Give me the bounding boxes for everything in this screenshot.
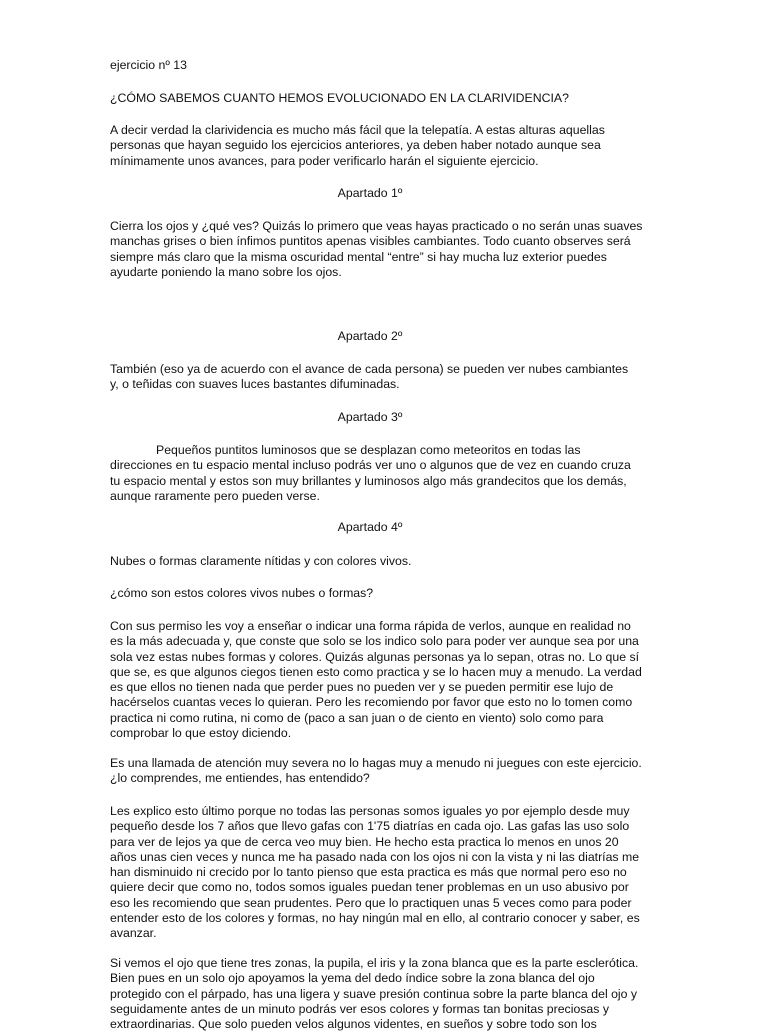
explico-line: pequeño desde los 7 años que llevo gafas con 1'75 diatrías en cada ojo. Las gafas las uso solo	[110, 819, 630, 834]
ojo-line: Bien pues en un solo ojo apoyamos la yema del dedo índice sobre la zona blanca del ojo	[110, 971, 595, 986]
section-3-line: aunque raramente pero pueden verse.	[110, 488, 320, 503]
ojo-line: extraordinarias. Que solo pueden velos algunos videntes, en sueños y sobre todo son los	[110, 1017, 597, 1032]
explico-line: entender esto de los colores y formas, no hay ningún mal en ello, al contrario conocer y saber, es	[110, 911, 640, 926]
section-heading-3: Apartado 3º	[337, 410, 403, 424]
exercise-number: ejercicio nº 13	[110, 58, 187, 72]
permiso-paragraph	[110, 619, 665, 741]
permiso-line: sola vez estas nubes formas y colores. Quizás algunas personas ya lo sepan, otras no. Lo que sí	[110, 649, 640, 664]
permiso-line: que se, es que algunos ciegos tienen esto como practica y se lo hacen muy a menudo. La verdad	[110, 664, 642, 679]
document-title: ¿CÓMO SABEMOS CUANTO HEMOS EVOLUCIONADO EN LA CLARIVIDENCIA?	[110, 91, 569, 105]
section-1-line: ayudarte poniendo la mano sobre los ojos.	[110, 264, 342, 279]
intro-line: personas que hayan seguido los ejercicios anteriores, ya deben haber notado aunque sea	[110, 138, 601, 153]
permiso-line: Con sus permiso les voy a enseñar o indicar una forma rápida de verlos, aunque en realidad no	[110, 619, 631, 633]
ojo-paragraph	[110, 956, 665, 1032]
explico-line: para ver de lejos ya que de cerca veo muy bien. He hecho esta practica lo menos en unos 20	[110, 834, 619, 849]
explico-line: Les explico esto último porque no todas las personas somos iguales yo por ejemplo desde muy	[110, 804, 630, 818]
permiso-line: practica ni como rutina, ni como de (paco a san juan o de ciento en viento) solo como para	[110, 710, 604, 725]
section-heading-2: Apartado 2º	[337, 329, 403, 343]
ojo-line: protegido con el párpado, has una ligera y suave presión continua sobre la parte blanca del ojo y	[110, 986, 638, 1001]
ojo-line: Si vemos el ojo que tiene tres zonas, la pupila, el iris y la zona blanca que es la parte esclerótica.	[110, 956, 639, 970]
section-1-line: Cierra los ojos y ¿qué ves? Quizás lo primero que veas hayas practicado o no serán unas suaves	[110, 219, 643, 233]
permiso-line: comprobar lo que estoy diciendo.	[110, 726, 292, 741]
section-1-line: siempre más claro que la misma oscuridad mental “entre” si hay mucha luz exterior puedes	[110, 249, 607, 264]
intro-line: A decir verdad la clarividencia es mucho más fácil que la telepatía. A estas alturas aquellas	[110, 123, 605, 137]
section-3-line: Pequeños puntitos luminosos que se desplazan como meteoritos en todas las	[156, 443, 581, 457]
llamada-line: Es una llamada de atención muy severa no lo hagas muy a menudo ni juegues con este ejercicio.	[110, 756, 642, 770]
explico-line: años unas cien veces y nunca me ha pasado nada con los ojos ni con la vista y ni las diatrías me	[110, 849, 640, 864]
explico-line: han disminuido ni crecido por lo tanto pienso que esta practica es más que normal pero eso no	[110, 865, 627, 880]
explico-paragraph	[110, 804, 665, 942]
section-3-line: direcciones en tu espacio mental incluso podrás ver uno o algunos que de vez en cuando cruza	[110, 458, 631, 473]
section-2-paragraph	[110, 362, 665, 393]
explico-line: quiere decir que como no, todos somos iguales puedan tener problemas en un uso abusivo por	[110, 880, 629, 895]
permiso-line: hacérselos cuantas veces lo quieran. Pero les recomiendo por favor que esto no lo tomen como	[110, 695, 633, 710]
section-4-line: Nubes o formas claramente nítidas y con colores vivos.	[110, 554, 412, 568]
section-heading-4: Apartado 4º	[337, 520, 403, 534]
permiso-line: es la más adecuada y, que conste que solo se los indico solo para poder ver aunque sea por una	[110, 634, 639, 649]
section-3-line: tu espacio mental y estos son muy brillantes y luminosos algo más grandecitos que los demás,	[110, 473, 627, 488]
llamada-line: ¿lo comprendes, me entiendes, has entendido?	[110, 771, 370, 786]
section-2-line: y, o teñidas con suaves luces bastantes difuminadas.	[110, 377, 400, 392]
section-3-paragraph	[110, 443, 665, 504]
section-1-paragraph	[110, 219, 665, 280]
permiso-line: es que ellos no tienen nada que perder pues no pueden ver y se pueden permitir ese lujo de	[110, 680, 614, 695]
section-1-line: manchas grises o bien ínfimos puntitos apenas visibles cambiantes. Todo cuanto observes será	[110, 234, 631, 249]
explico-line: avanzar.	[110, 926, 157, 941]
intro-line: mínimamente unos avances, para poder verificarlo harán el siguiente ejercicio.	[110, 153, 539, 168]
explico-line: eso les recomiendo que sean prudentes. Pero que lo practiquen unas 5 veces como para poder	[110, 895, 632, 910]
question-line: ¿cómo son estos colores vivos nubes o formas?	[110, 586, 374, 600]
llamada-paragraph	[110, 756, 665, 787]
section-heading-1: Apartado 1º	[337, 186, 403, 200]
intro-paragraph	[110, 123, 665, 169]
section-2-line: También (eso ya de acuerdo con el avance de cada persona) se pueden ver nubes cambiantes	[110, 362, 629, 376]
ojo-line: seguidamente antes de un minuto podrás ver esos colores y formas tan bonitas preciosas y	[110, 1001, 609, 1016]
